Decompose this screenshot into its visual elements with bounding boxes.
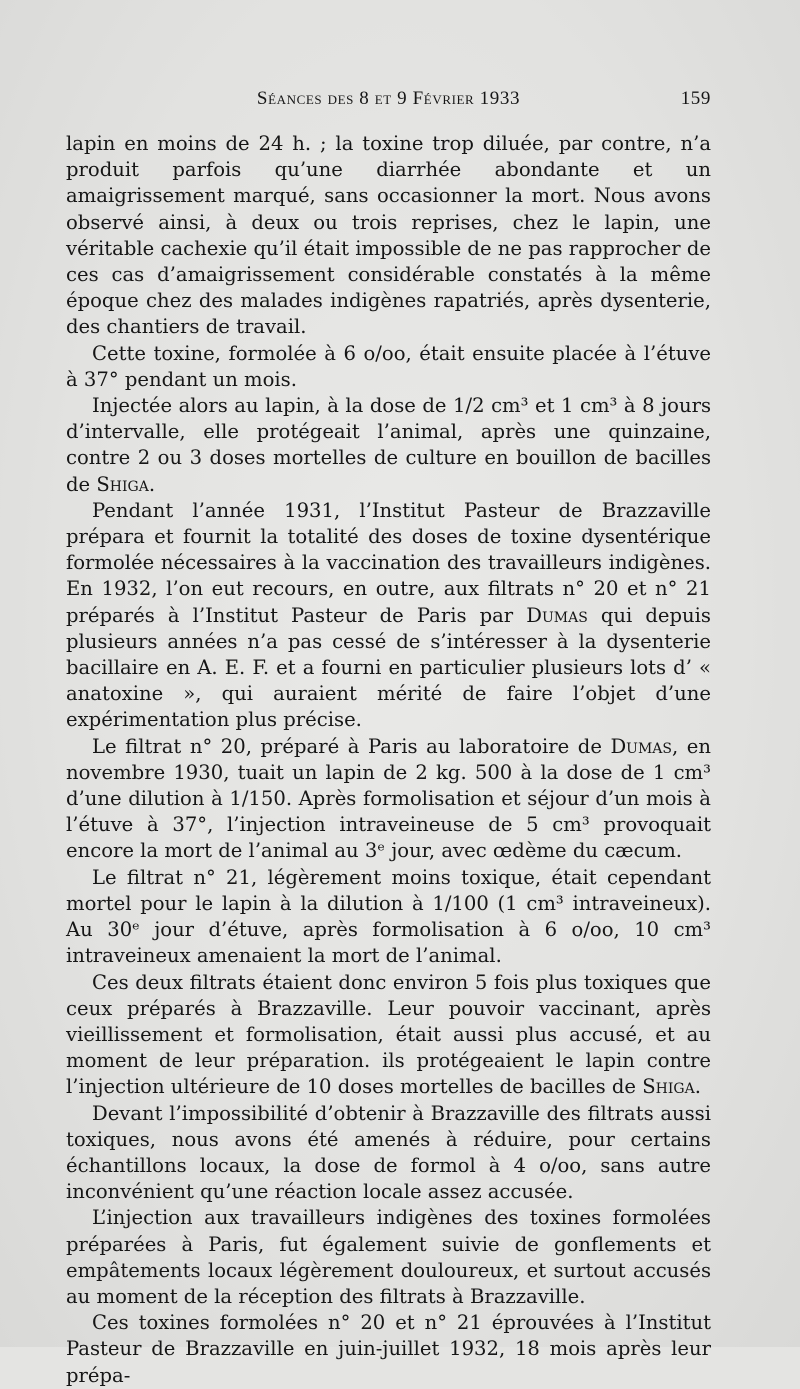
running-title: Séances des 8 et 9 Février 1933 (256, 88, 521, 109)
paragraph-5 (66, 734, 711, 865)
author-name-shiga: Shiga (96, 472, 149, 496)
paragraph-1 (66, 131, 711, 341)
text-run: lapin en moins de 24 h. ; la toxine trop diluée, par contre, n’a produit parfois qu’une diarrhée abondante et un amaigrissement marqué, sans occasionner la mort. Nous avons observé ainsi, à deux ou trois reprises, chez le lapin, une véritable cachexie qu’il était impossible de ne pas rapprocher de ces cas d’amaigrissement considérable constatés à la même époque chez des malades indigènes rapatriés, après dysenterie, des chantiers de travail. (66, 132, 711, 339)
text-run: Ces toxines formolées n° 20 et n° 21 éprouvées à l’Institut Pasteur de Brazzaville en juin-juillet 1932, 18 mois après leur prépa- (66, 1311, 711, 1387)
paragraph-10 (66, 1310, 711, 1389)
paragraph-6 (66, 865, 711, 970)
text-run: Le filtrat n° 20, préparé à Paris au laboratoire de (92, 734, 611, 758)
paragraph-8 (66, 1101, 711, 1206)
text-run: qui depuis plusieurs années n’a pas cessé de s’intéresser à la dysenterie bacillaire en A. E. F. et a fourni en particulier plusieurs lots d’ « anatoxine », qui auraient mérité de faire l’objet d’une expérimentation plus précise. (66, 603, 711, 732)
author-name-dumas: Dumas (610, 734, 673, 758)
paragraph-4 (66, 498, 711, 734)
text-run: Injectée alors au lapin, à la dose de 1/2 cm³ et 1 cm³ à 8 jours d’intervalle, elle protégeait l’animal, après une quinzaine, contre 2 ou 3 doses mortelles de culture en bouillon de bacilles de (66, 394, 711, 496)
body-text (66, 131, 711, 1389)
text-run: Cette toxine, formolée à 6 o/oo, était ensuite placée à l’étuve à 37° pendant un mois. (66, 341, 711, 391)
running-head (66, 88, 711, 114)
text-run: . (694, 1075, 701, 1099)
paragraph-2 (66, 341, 711, 393)
text-run: , en novembre 1930, tuait un lapin de 2 kg. 500 à la dose de 1 cm³ d’une dilution à 1/150. Après formolisation et séjour d’un mois à l’étuve à 37°, l’injection intraveineuse de 5 cm³ provoquait encore la mort de l’animal au 3ᵉ jour, avec œdème du cæcum. (66, 734, 712, 863)
paragraph-9 (66, 1205, 711, 1310)
text-run: Devant l’impossibilité d’obtenir à Brazzaville des filtrats aussi toxiques, nous avons été amenés à réduire, pour certains échantillons locaux, la dose de formol à 4 o/oo, sans autre inconvénient qu’une réaction locale assez accusée. (66, 1101, 711, 1204)
text-run: Pendant l’année 1931, l’Institut Pasteur de Brazzaville prépara et fournit la totalité des doses de toxine dysentérique formolée nécessaires à la vaccination des travailleurs indigènes. En 1932, l’on eut recours, en outre, aux filtrats n° 20 et n° 21 préparés à l’Institut Pasteur de Paris par (66, 498, 711, 627)
author-name-dumas: Dumas (526, 603, 588, 627)
text-run: . (148, 472, 156, 496)
text-run: Ces deux filtrats étaient donc environ 5 fois plus toxiques que ceux préparés à Brazzaville. Leur pouvoir vaccinant, après vieillissement et formolisation, était aussi plus accusé, et au moment de leur préparation. ils protégeaient le lapin contre l’injection ultérieure de 10 doses mortelles de bacilles de (66, 970, 711, 1099)
text-run: Le filtrat n° 21, légèrement moins toxique, était cependant mortel pour le lapin à la dilution à 1/100 (1 cm³ intraveineux). Au 30ᵉ jour d’étuve, après formolisation à 6 o/oo, 10 cm³ intraveineux amenaient la mort de l’animal. (66, 865, 711, 968)
paragraph-7 (66, 970, 711, 1101)
author-name-shiga: Shiga (642, 1075, 695, 1099)
paragraph-3 (66, 393, 711, 498)
page-number: 159 (680, 88, 711, 109)
text-run: L’injection aux travailleurs indigènes des toxines formolées préparées à Paris, fut également suivie de gonflements et empâtements locaux légèrement douloureux, et surtout accusés au moment de la réception des filtrats à Brazzaville. (66, 1206, 711, 1308)
